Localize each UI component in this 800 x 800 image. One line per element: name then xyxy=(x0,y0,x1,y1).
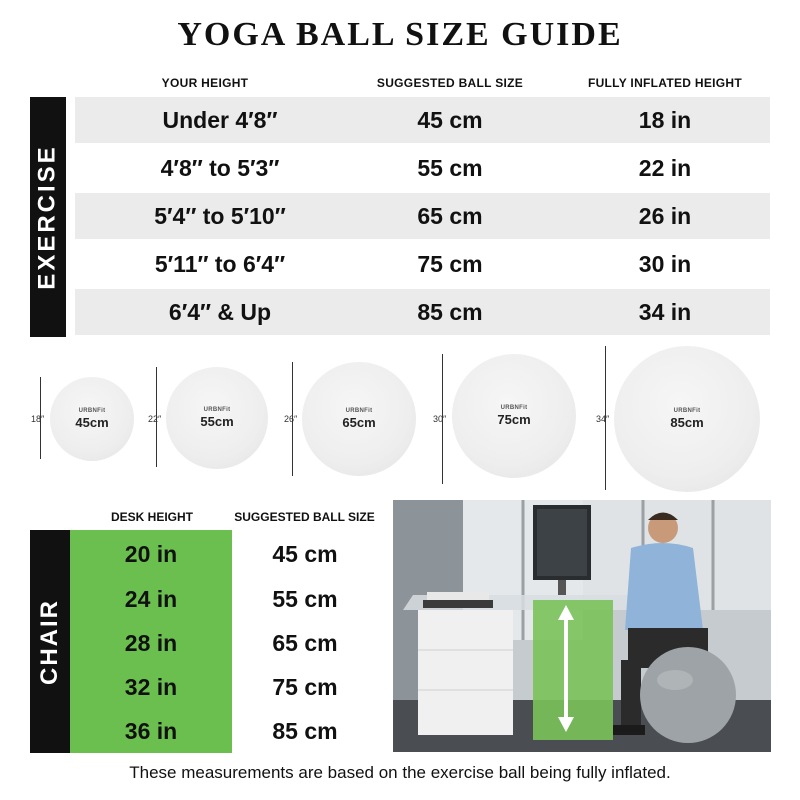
header-desk-height: DESK HEIGHT xyxy=(110,510,193,524)
height-cell: 6′4″ & Up xyxy=(168,299,272,325)
header-your-height: YOUR HEIGHT xyxy=(161,76,249,90)
header-chair-ball-size: SUGGESTED BALL SIZE xyxy=(234,510,375,524)
table-row xyxy=(75,289,770,335)
chair-ball-size-cell: 75 cm xyxy=(272,674,338,700)
ball-height-label: 26″ xyxy=(284,414,298,424)
height-cell: Under 4′8″ xyxy=(162,107,278,133)
chair-ball-size-cell: 65 cm xyxy=(272,630,338,656)
exercise-side-label xyxy=(30,97,66,337)
table-row xyxy=(75,193,770,239)
page-title: YOGA BALL SIZE GUIDE xyxy=(177,16,623,53)
ball-brand-logo: URBNFit xyxy=(500,405,528,411)
ball-size-cell: 45 cm xyxy=(417,107,483,133)
ball-size-cell: 65 cm xyxy=(417,203,483,229)
ball-55-graphic xyxy=(166,367,268,469)
desk-height-cell: 24 in xyxy=(124,586,178,612)
footer-note: These measurements are based on the exercise ball being fully inflated. xyxy=(129,763,671,782)
ball-45-graphic xyxy=(50,377,134,461)
ball-size-cell: 55 cm xyxy=(417,155,483,181)
header-fully-inflated-height: FULLY INFLATED HEIGHT xyxy=(587,76,743,90)
chair-label: CHAIR xyxy=(36,598,63,685)
desk-height-cell: 32 in xyxy=(124,674,178,700)
height-cell: 4′8″ to 5′3″ xyxy=(160,155,280,181)
ball-height-label: 34″ xyxy=(596,414,610,424)
ball-size-label: 55cm xyxy=(200,414,234,429)
office-scene-illustration xyxy=(393,500,771,752)
chair-ball-size-cell: 85 cm xyxy=(272,718,338,744)
ball-85-graphic xyxy=(614,346,760,492)
ball-brand-logo: URBNFit xyxy=(345,408,373,414)
ball-75-graphic xyxy=(452,354,576,478)
ball-height-label: 18″ xyxy=(31,414,45,424)
desk-height-cell: 20 in xyxy=(124,541,178,567)
ball-size-label: 65cm xyxy=(342,415,376,430)
ball-height-label: 22″ xyxy=(148,414,162,424)
ball-size-cell: 85 cm xyxy=(417,299,483,325)
inflated-height-cell: 34 in xyxy=(638,299,692,325)
table-row xyxy=(75,145,770,191)
chair-ball-size-cell: 55 cm xyxy=(272,586,338,612)
ball-size-label: 45cm xyxy=(75,415,109,430)
height-cell: 5′4″ to 5′10″ xyxy=(154,203,286,229)
table-row xyxy=(75,241,770,287)
inflated-height-cell: 26 in xyxy=(638,203,692,229)
ball-brand-logo: URBNFit xyxy=(78,408,106,414)
header-suggested-ball-size: SUGGESTED BALL SIZE xyxy=(376,76,524,90)
height-cell: 5′11″ to 6′4″ xyxy=(154,251,286,277)
desk-height-cell: 28 in xyxy=(124,630,178,656)
inflated-height-cell: 30 in xyxy=(638,251,692,277)
chair-ball-size-cell: 45 cm xyxy=(272,541,338,567)
ball-brand-logo: URBNFit xyxy=(673,408,701,414)
table-row xyxy=(75,97,770,143)
ball-height-label: 30″ xyxy=(433,414,447,424)
ball-size-label: 85cm xyxy=(670,415,704,430)
ball-brand-logo: URBNFit xyxy=(203,407,231,413)
ball-65-graphic xyxy=(302,362,416,476)
inflated-height-cell: 18 in xyxy=(638,107,692,133)
desk-height-cell: 36 in xyxy=(124,718,178,744)
chair-side-label xyxy=(30,530,70,753)
ball-size-cell: 75 cm xyxy=(417,251,483,277)
exercise-label: EXERCISE xyxy=(34,144,61,290)
office-photo xyxy=(393,500,771,752)
inflated-height-cell: 22 in xyxy=(638,155,692,181)
ball-size-label: 75cm xyxy=(497,412,531,427)
